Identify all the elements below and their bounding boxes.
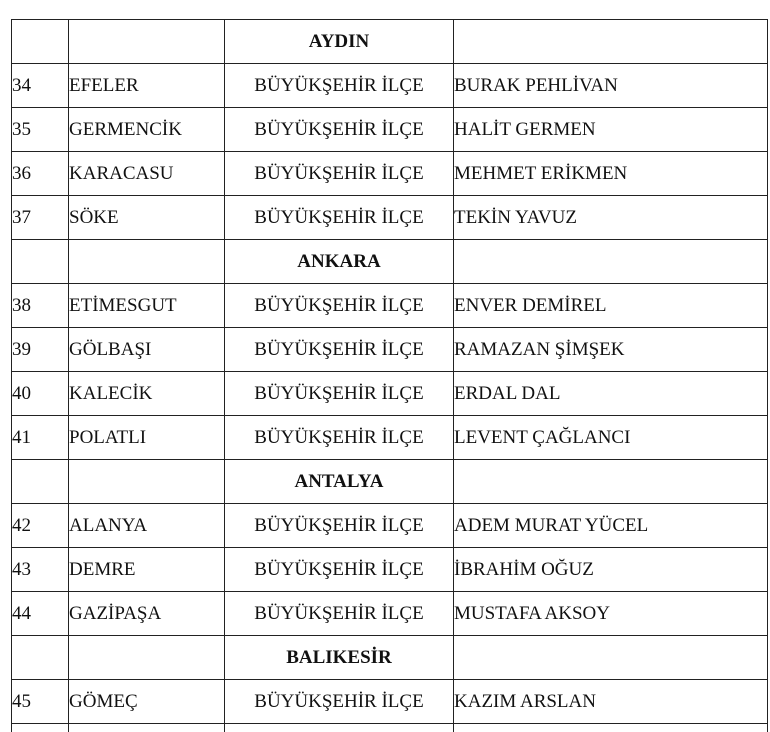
mayor-name: İBRAHİM OĞUZ (454, 548, 768, 592)
row-number: 38 (12, 284, 69, 328)
mayor-name: ERDAL DAL (454, 372, 768, 416)
row-number: 44 (12, 592, 69, 636)
empty-cell (12, 20, 69, 64)
table-row (12, 108, 768, 152)
empty-cell (454, 724, 768, 732)
row-number: 42 (12, 504, 69, 548)
empty-cell (69, 240, 225, 284)
mayor-name: ADEM MURAT YÜCEL (454, 504, 768, 548)
district-name: GERMENCİK (69, 108, 225, 152)
municipality-type: BÜYÜKŞEHİR İLÇE (225, 504, 454, 548)
province-row (12, 240, 768, 284)
mayor-name: HALİT GERMEN (454, 108, 768, 152)
municipality-type: BÜYÜKŞEHİR İLÇE (225, 680, 454, 724)
row-number: 37 (12, 196, 69, 240)
table-row (12, 680, 768, 724)
empty-cell (12, 460, 69, 504)
province-name: ANKARA (225, 240, 454, 284)
table-row (12, 592, 768, 636)
table-row (12, 196, 768, 240)
table-row (12, 284, 768, 328)
mayor-name: ENVER DEMİREL (454, 284, 768, 328)
district-name: POLATLI (69, 416, 225, 460)
table-row (12, 548, 768, 592)
row-number: 35 (12, 108, 69, 152)
municipality-type: BÜYÜKŞEHİR İLÇE (225, 152, 454, 196)
row-number: 45 (12, 680, 69, 724)
empty-cell (69, 20, 225, 64)
district-name: DEMRE (69, 548, 225, 592)
row-number: 41 (12, 416, 69, 460)
province-name: AYDIN (225, 20, 454, 64)
mayor-name: RAMAZAN ŞİMŞEK (454, 328, 768, 372)
table-row-partial (12, 724, 768, 732)
empty-cell (69, 460, 225, 504)
mayor-name: MUSTAFA AKSOY (454, 592, 768, 636)
empty-cell (225, 724, 454, 732)
table-row (12, 416, 768, 460)
municipality-type: BÜYÜKŞEHİR İLÇE (225, 284, 454, 328)
row-number: 39 (12, 328, 69, 372)
municipality-type: BÜYÜKŞEHİR İLÇE (225, 416, 454, 460)
row-number: 40 (12, 372, 69, 416)
district-name: GAZİPAŞA (69, 592, 225, 636)
municipality-type: BÜYÜKŞEHİR İLÇE (225, 548, 454, 592)
municipality-type: BÜYÜKŞEHİR İLÇE (225, 592, 454, 636)
row-number: 43 (12, 548, 69, 592)
empty-cell (12, 240, 69, 284)
table-row (12, 152, 768, 196)
province-row (12, 460, 768, 504)
district-name: KARACASU (69, 152, 225, 196)
row-number: 34 (12, 64, 69, 108)
empty-cell (12, 724, 69, 732)
district-name: ALANYA (69, 504, 225, 548)
district-name: EFELER (69, 64, 225, 108)
municipality-type: BÜYÜKŞEHİR İLÇE (225, 196, 454, 240)
mayor-name: KAZIM ARSLAN (454, 680, 768, 724)
table-row (12, 372, 768, 416)
empty-cell (454, 20, 768, 64)
district-name: GÖMEÇ (69, 680, 225, 724)
table-row (12, 64, 768, 108)
empty-cell (454, 636, 768, 680)
province-row (12, 636, 768, 680)
municipality-type: BÜYÜKŞEHİR İLÇE (225, 328, 454, 372)
empty-cell (69, 636, 225, 680)
mayor-name: TEKİN YAVUZ (454, 196, 768, 240)
district-name: ETİMESGUT (69, 284, 225, 328)
municipality-type: BÜYÜKŞEHİR İLÇE (225, 372, 454, 416)
empty-cell (69, 724, 225, 732)
province-name: ANTALYA (225, 460, 454, 504)
municipality-type: BÜYÜKŞEHİR İLÇE (225, 108, 454, 152)
row-number: 36 (12, 152, 69, 196)
district-name: SÖKE (69, 196, 225, 240)
empty-cell (454, 240, 768, 284)
province-row (12, 20, 768, 64)
mayor-name: MEHMET ERİKMEN (454, 152, 768, 196)
empty-cell (12, 636, 69, 680)
table-row (12, 328, 768, 372)
mayor-name: LEVENT ÇAĞLANCI (454, 416, 768, 460)
district-name: KALECİK (69, 372, 225, 416)
results-table (11, 19, 768, 732)
district-name: GÖLBAŞI (69, 328, 225, 372)
empty-cell (454, 460, 768, 504)
municipality-type: BÜYÜKŞEHİR İLÇE (225, 64, 454, 108)
mayor-name: BURAK PEHLİVAN (454, 64, 768, 108)
table-row (12, 504, 768, 548)
province-name: BALIKESİR (225, 636, 454, 680)
